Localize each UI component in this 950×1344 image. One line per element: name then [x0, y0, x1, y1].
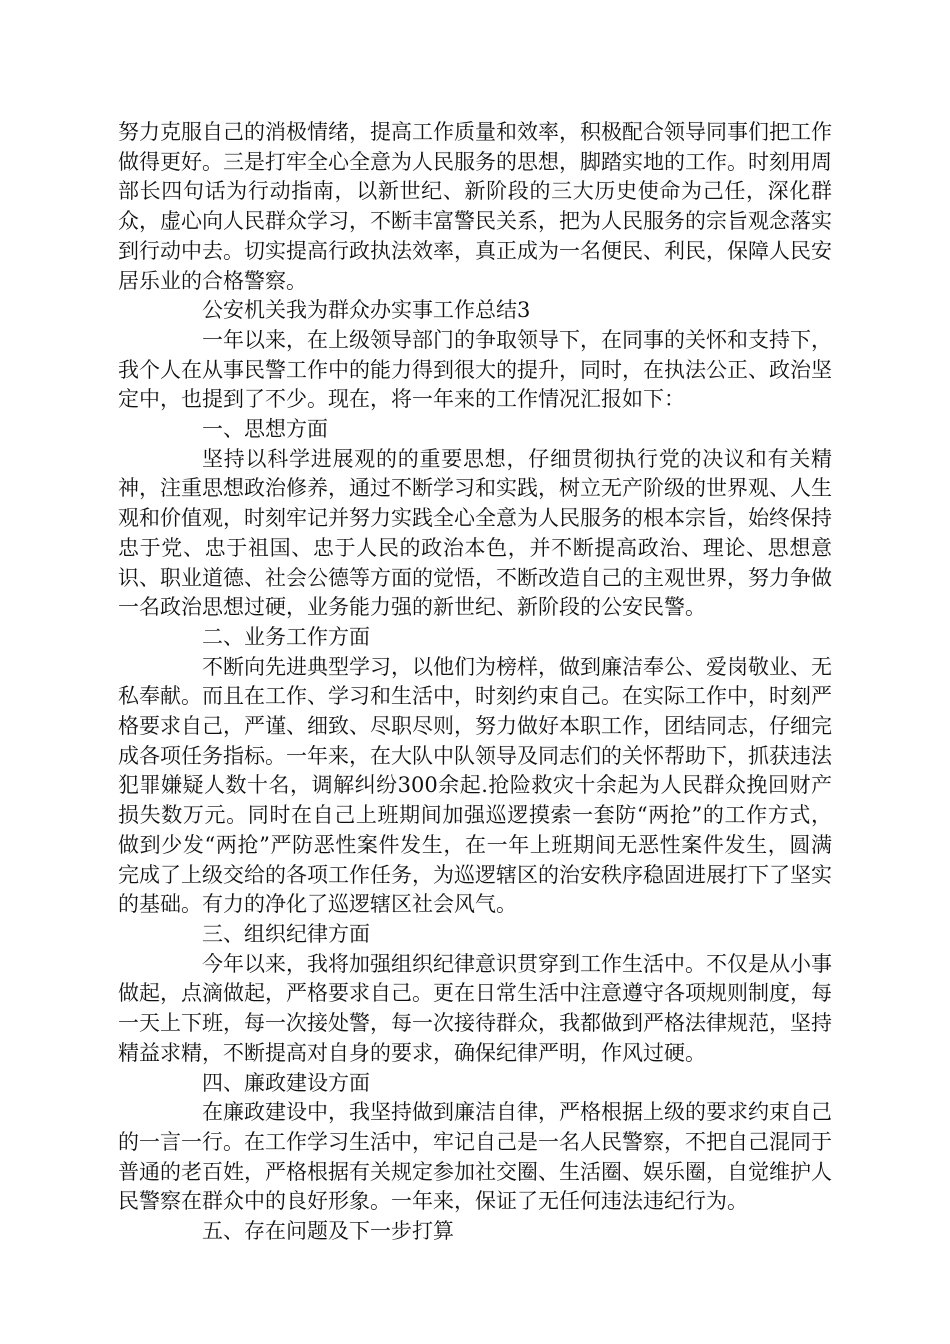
heading-ideology: 一、思想方面	[202, 417, 328, 442]
document-page	[118, 118, 832, 1247]
heading-discipline: 三、组织纪律方面	[202, 921, 370, 946]
heading-work: 二、业务工作方面	[202, 624, 370, 649]
paragraph-ideology: 坚持以科学进展观的的重要思想，仔细贯彻执行党的决议和有关精神，注重思想政治修养，通过不断学习和实践，树立无产阶级的世界观、人生观和价值观，时刻牢记并努力实践全心全意为人民服务的根本宗旨，始终保持忠于党、忠于祖国、忠于人民的政治本色，并不断提高政治、理论、思想意识、职业道德、社会公德等方面的觉悟，不断改造自己的主观世界，努力争做一名政治思想过硬，业务能力强的新世纪、新阶段的公安民警。	[118, 446, 832, 620]
paragraph-discipline: 今年以来，我将加强组织纪律意识贯穿到工作生活中。不仅是从小事做起，点滴做起，严格要求自己。更在日常生活中注意遵守各项规则制度，每一天上下班，每一次接处警，每一次接待群众，我都做到严格法律规范，坚持精益求精，不断提高对自身的要求，确保纪律严明，作风过硬。	[118, 951, 832, 1065]
section-title: 公安机关我为群众办实事工作总结3	[202, 298, 531, 323]
heading-integrity: 四、廉政建设方面	[202, 1070, 370, 1095]
heading-problems: 五、存在问题及下一步打算	[202, 1219, 454, 1244]
paragraph-continuation: 努力克服自己的消极情绪，提高工作质量和效率，积极配合领导同事们把工作做得更好。三是打牢全心全意为人民服务的思想，脚踏实地的工作。时刻用周部长四句话为行动指南，以新世纪、新阶段的三大历史使命为己任，深化群众，虚心向人民群众学习，不断丰富警民关系，把为人民服务的宗旨观念落实到行动中去。切实提高行政执法效率，真正成为一名便民、利民，保障人民安居乐业的合格警察。	[118, 120, 832, 293]
paragraph-intro: 一年以来，在上级领导部门的争取领导下，在同事的关怀和支持下，我个人在从事民警工作中的能力得到很大的提升，同时，在执法公正、政治坚定中，也提到了不少。现在，将一年来的工作情况汇报如下：	[118, 327, 832, 412]
paragraph-integrity: 在廉政建设中，我坚持做到廉洁自律，严格根据上级的要求约束自己的一言一行。在工作学习生活中，牢记自己是一名人民警察，不把自己混同于普通的老百姓，严格根据有关规定参加社交圈、生活圈、娱乐圈，自觉维护人民警察在群众中的良好形象。一年来，保证了无任何违法违纪行为。	[118, 1100, 832, 1214]
paragraph-work: 不断向先进典型学习，以他们为榜样，做到廉洁奉公、爱岗敬业、无私奉献。而且在工作、学习和生活中，时刻约束自己。在实际工作中，时刻严格要求自己，严谨、细致、尽职尽则，努力做好本职工作，团结同志，仔细完成各项任务指标。一年来，在大队中队领导及同志们的关怀帮助下，抓获违法犯罪嫌疑人数十名，调解纠纷300余起.抢险救灾十余起为人民群众挽回财产损失数万元。同时在自己上班期间加强巡逻摸索一套防“两抢”的工作方式，做到少发“两抢”严防恶性案件发生，在一年上班期间无恶性案件发生，圆满完成了上级交给的各项工作任务，为巡逻辖区的治安秩序稳固进展打下了坚实的基础。有力的净化了巡逻辖区社会风气。	[118, 654, 832, 917]
